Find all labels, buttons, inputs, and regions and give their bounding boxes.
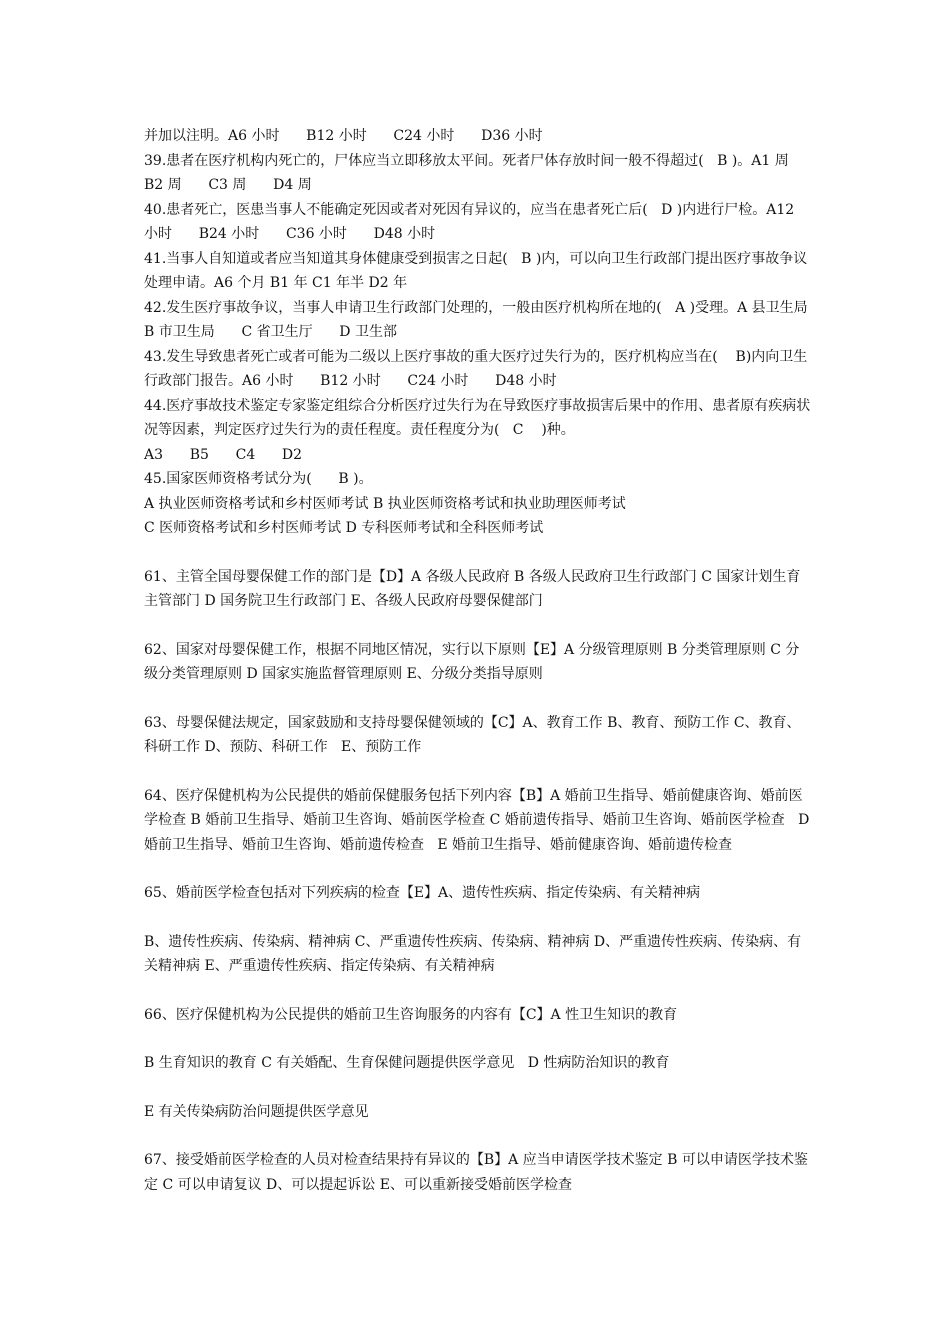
- question-66-option-e: E 有关传染病防治问题提供医学意见: [144, 1103, 369, 1120]
- blank-line: [144, 1124, 812, 1148]
- blank-line: [144, 687, 812, 711]
- question-41: 41.当事人自知道或者应当知道其身体健康受到损害之日起( B )内，可以向卫生行政部门提出医疗事故争议处理申请。A6 个月 B1 年 C1 年半 D2 年: [144, 250, 808, 291]
- question-66: 66、医疗保健机构为公民提供的婚前卫生咨询服务的内容有【C】A 性卫生知识的教育: [144, 1006, 678, 1023]
- blank-line: [144, 906, 812, 930]
- question-65: 65、婚前医学检查包括对下列疾病的检查【E】A、遗传性疾病、指定传染病、有关精神病: [144, 885, 701, 901]
- document-body: [144, 124, 835, 1197]
- blank-line: [144, 857, 812, 881]
- blank-line: [144, 1076, 812, 1100]
- question-45: 45.国家医师资格考试分为( B )。: [144, 471, 373, 487]
- question-62: 62、国家对母婴保健工作，根据不同地区情况，实行以下原则【E】A 分级管理原则 B 分类管理原则 C 分级分类管理原则 D 国家实施监督管理原则 E、分级分类指导原则: [144, 641, 800, 682]
- paragraph-38-options: 并加以注明。A6 小时 B12 小时 C24 小时 D36 小时: [144, 128, 543, 144]
- blank-line: [144, 541, 812, 565]
- question-65-options: B、遗传性疾病、传染病、精神病 C、严重遗传性疾病、传染病、精神病 D、严重遗传性疾病、传染病、有关精神病 E、严重遗传性疾病、指定传染病、有关精神病: [144, 933, 802, 974]
- question-45-options-ab: A 执业医师资格考试和乡村医师考试 B 执业医师资格考试和执业助理医师考试: [144, 495, 626, 512]
- question-44: 44.医疗事故技术鉴定专家鉴定组综合分析医疗过失行为在导致医疗事故损害后果中的作用、患者原有疾病状况等因素，判定医疗过失行为的责任程度。责任程度分为( C )种。: [144, 397, 811, 438]
- blank-line: [144, 614, 812, 638]
- question-66-options-bcd: B 生育知识的教育 C 有关婚配、生育保健问题提供医学意见 D 性病防治知识的教育: [144, 1055, 670, 1071]
- question-67: 67、接受婚前医学检查的人员对检查结果持有异议的【B】A 应当申请医学技术鉴定 B 可以申请医学技术鉴定 C 可以申请复议 D、可以提起诉讼 E、可以重新接受婚前医学检查: [144, 1152, 808, 1193]
- question-63: 63、母婴保健法规定，国家鼓励和支持母婴保健领域的【C】A、教育工作 B、教育、预防工作 C、教育、科研工作 D、预防、科研工作 E、预防工作: [144, 714, 801, 755]
- question-40: 40.患者死亡，医患当事人不能确定死因或者对死因有异议的，应当在患者死亡后( D )内进行尸检。A12 小时 B24 小时 C36 小时 D48 小时: [144, 201, 799, 242]
- question-45-options-cd: C 医师资格考试和乡村医师考试 D 专科医师考试和全科医师考试: [144, 520, 544, 536]
- blank-line: [144, 979, 812, 1003]
- question-39: 39.患者在医疗机构内死亡的，尸体应当立即移放太平间。死者尸体存放时间一般不得超过( B )。A1 周 B2 周 C3 周 D4 周: [144, 152, 816, 193]
- question-43: 43.发生导致患者死亡或者可能为二级以上医疗事故的重大医疗过失行为的，医疗机构应当在( B)内向卫生行政部门报告。A6 小时 B12 小时 C24 小时 D48 小时: [144, 348, 808, 389]
- blank-line: [144, 760, 812, 784]
- question-64: 64、医疗保健机构为公民提供的婚前保健服务包括下列内容【B】A 婚前卫生指导、婚前健康咨询、婚前医学检查 B 婚前卫生指导、婚前卫生咨询、婚前医学检查 C 婚前遗传指导、婚前卫生咨询、婚前医学检查 D 婚前卫生指导、婚前卫生咨询、婚前遗传检查 E 婚前卫生指导、婚前健康咨询、婚前遗传检查: [144, 787, 814, 853]
- question-61: 61、主管全国母婴保健工作的部门是【D】A 各级人民政府 B 各级人民政府卫生行政部门 C 国家计划生育主管部门 D 国务院卫生行政部门 E、各级人民政府母婴保健部门: [144, 568, 801, 609]
- question-42: 42.发生医疗事故争议，当事人申请卫生行政部门处理的，一般由医疗机构所在地的( A )受理。A 县卫生局 B 市卫生局 C 省卫生厅 D 卫生部: [144, 299, 835, 340]
- blank-line: [144, 1027, 812, 1051]
- question-44-options: A3 B5 C4 D2: [144, 446, 303, 463]
